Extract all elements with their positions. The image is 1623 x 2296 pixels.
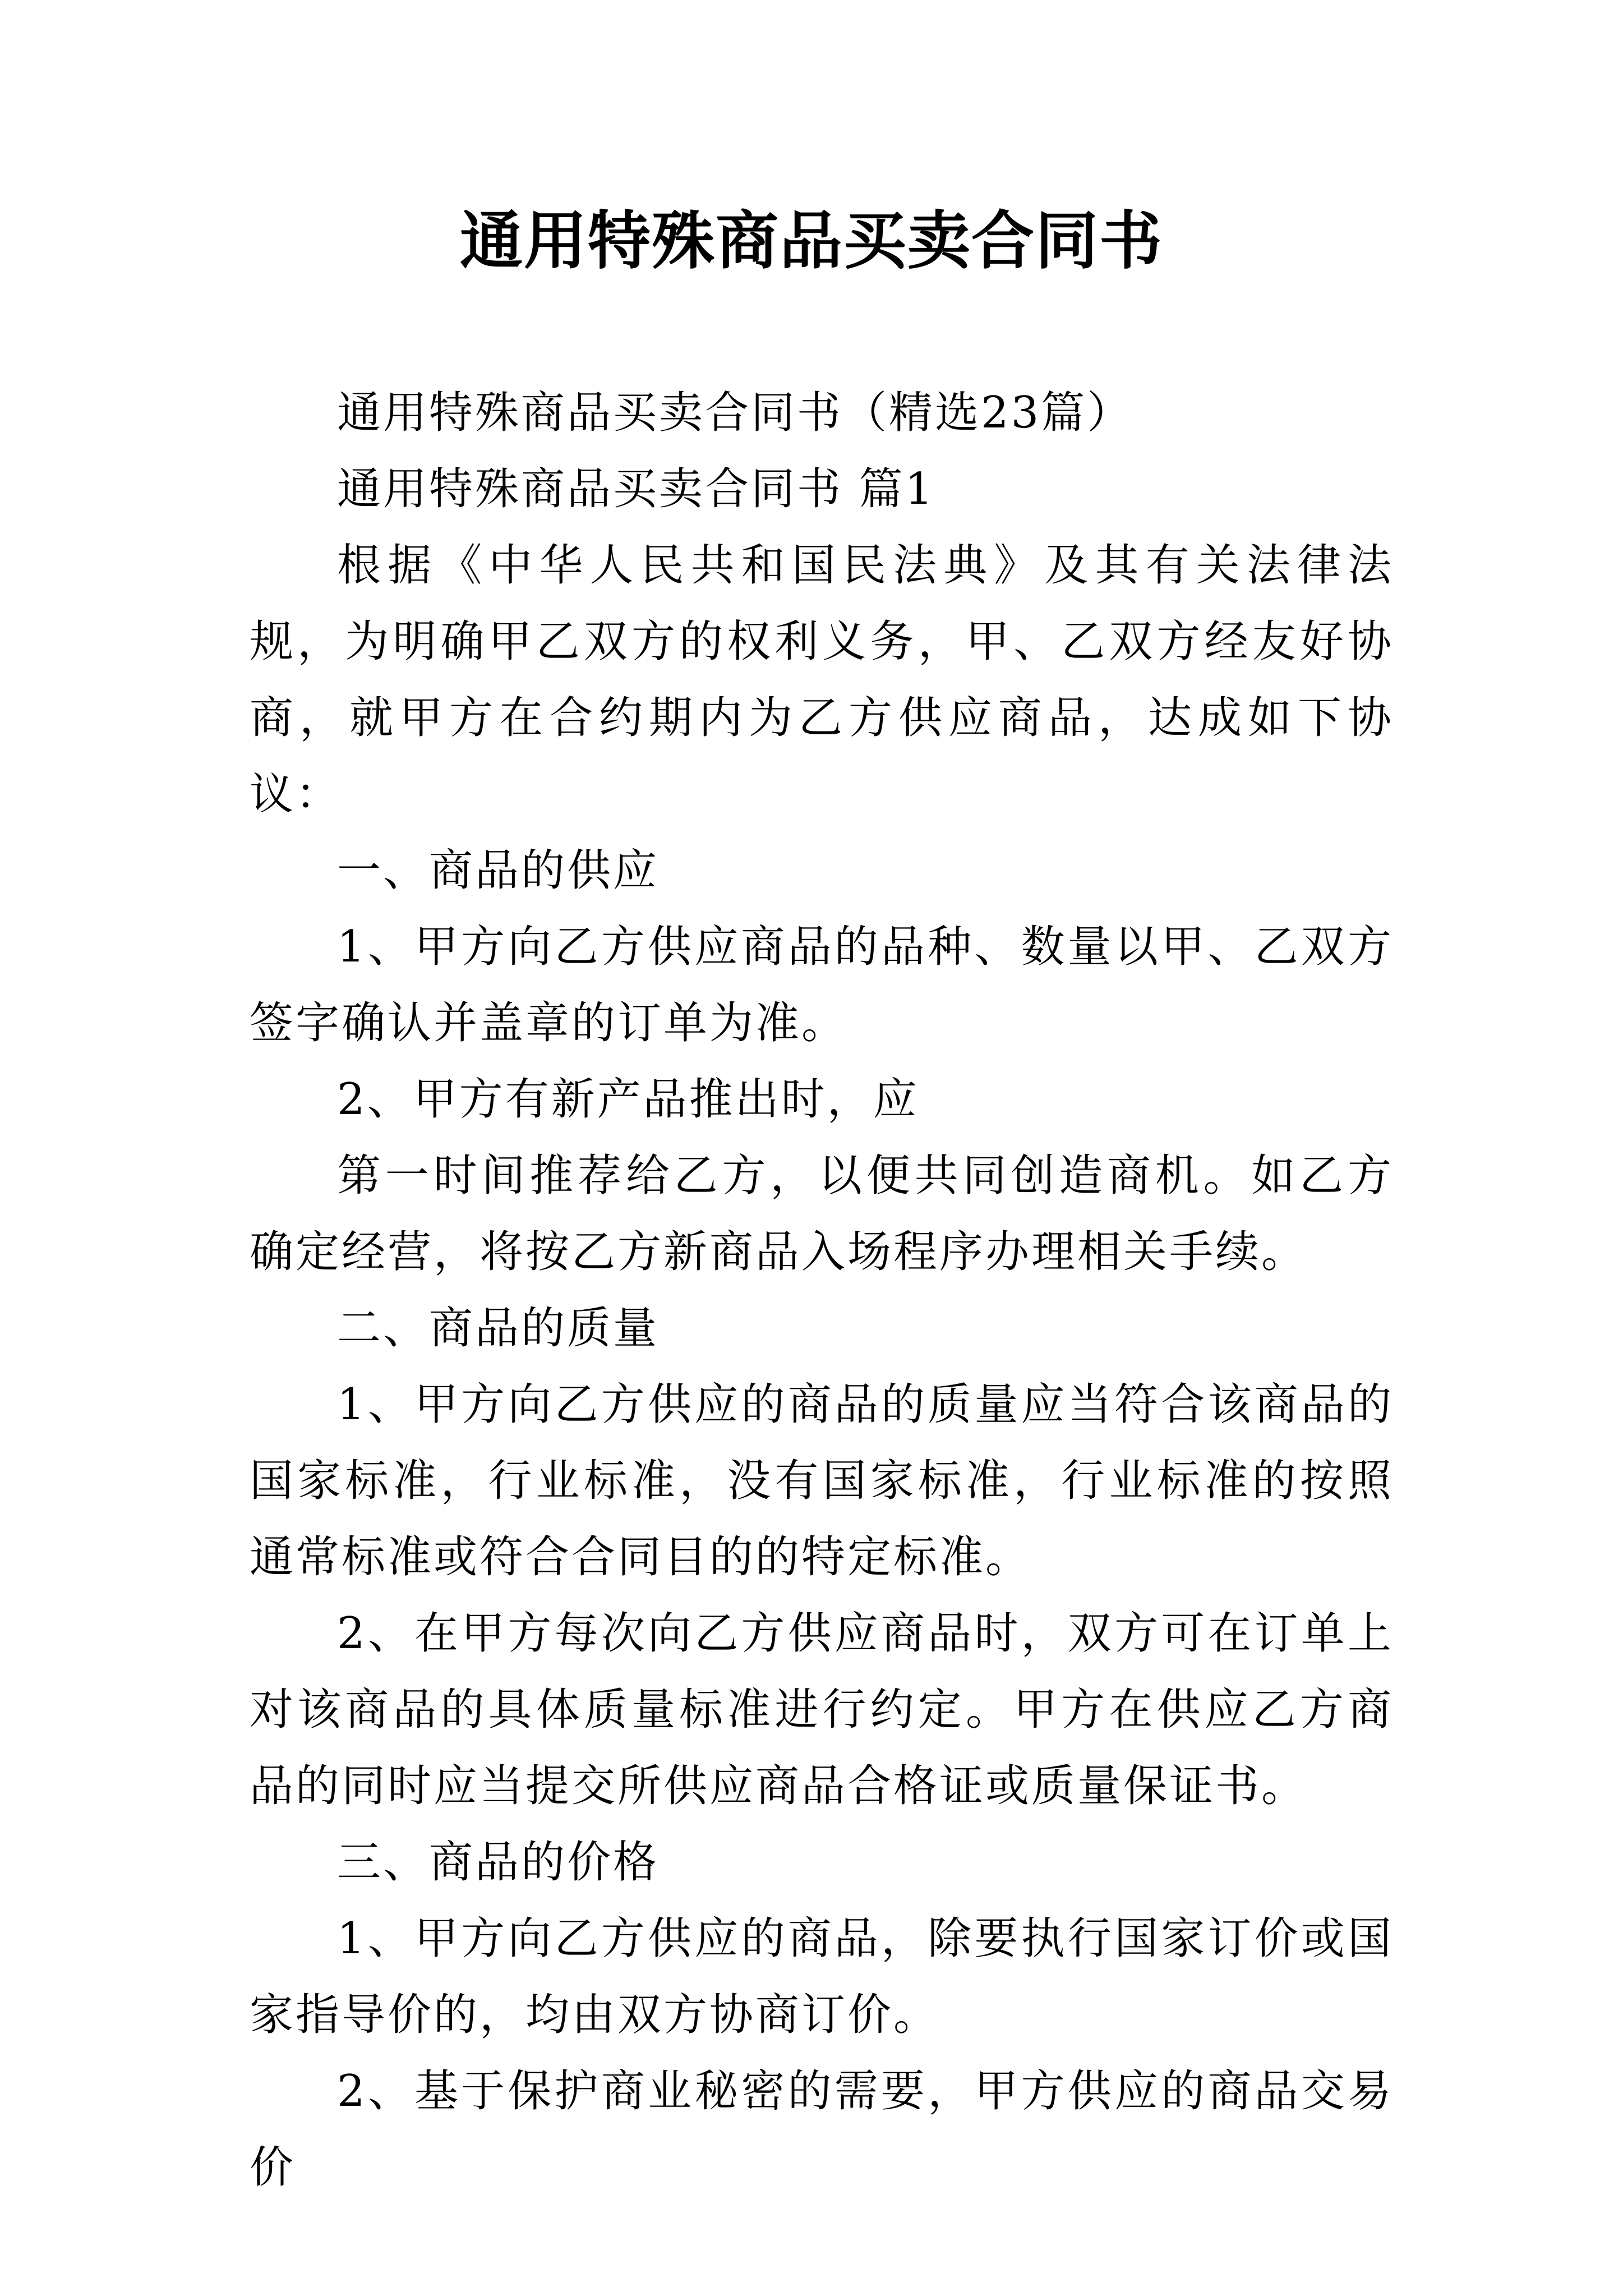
paragraph-subtitle: 通用特殊商品买卖合同书（精选23篇） [337,388,1133,438]
paragraph: 根据《中华人民共和国民法典》及其有关法律法规，为明确甲乙双方的权利义务，甲、乙双方经友好协商，就甲方在合约期内为乙方供应商品，达成如下协议： [250,540,1394,820]
paragraph-clause-heading: 二、商品的质量 [337,1303,660,1354]
paragraph: 2、在甲方每次向乙方供应商品时，双方可在订单上对该商品的具体质量标准进行约定。甲方在供应乙方商品的同时应当提交所供应商品合格证或质量保证书。 [250,1608,1394,1811]
paragraph-section-heading: 通用特殊商品买卖合同书 篇1 [337,464,935,514]
paragraph: 第一时间推荐给乙方，以便共同创造商机。如乙方确定经营，将按乙方新商品入场程序办理相关手续。 [250,1151,1394,1277]
document-body [250,375,1394,2206]
paragraph: 1、甲方向乙方供应的商品，除要执行国家订价或国家指导价的，均由双方协商订价。 [250,1913,1394,2040]
paragraph-clause-heading: 一、商品的供应 [337,845,660,896]
document-title: 通用特殊商品买卖合同书 [460,204,1163,278]
paragraph: 1、甲方向乙方供应的商品的质量应当符合该商品的国家标准，行业标准，没有国家标准，行业标准的按照通常标准或符合合同目的的特定标准。 [250,1379,1394,1582]
paragraph: 1、甲方向乙方供应商品的品种、数量以甲、乙双方签字确认并盖章的订单为准。 [250,922,1394,1048]
paragraph: 2、基于保护商业秘密的需要，甲方供应的商品交易价 [250,2066,1394,2193]
paragraph-clause-heading: 三、商品的价格 [337,1837,660,1888]
paragraph: 2、甲方有新产品推出时，应 [337,1074,919,1125]
